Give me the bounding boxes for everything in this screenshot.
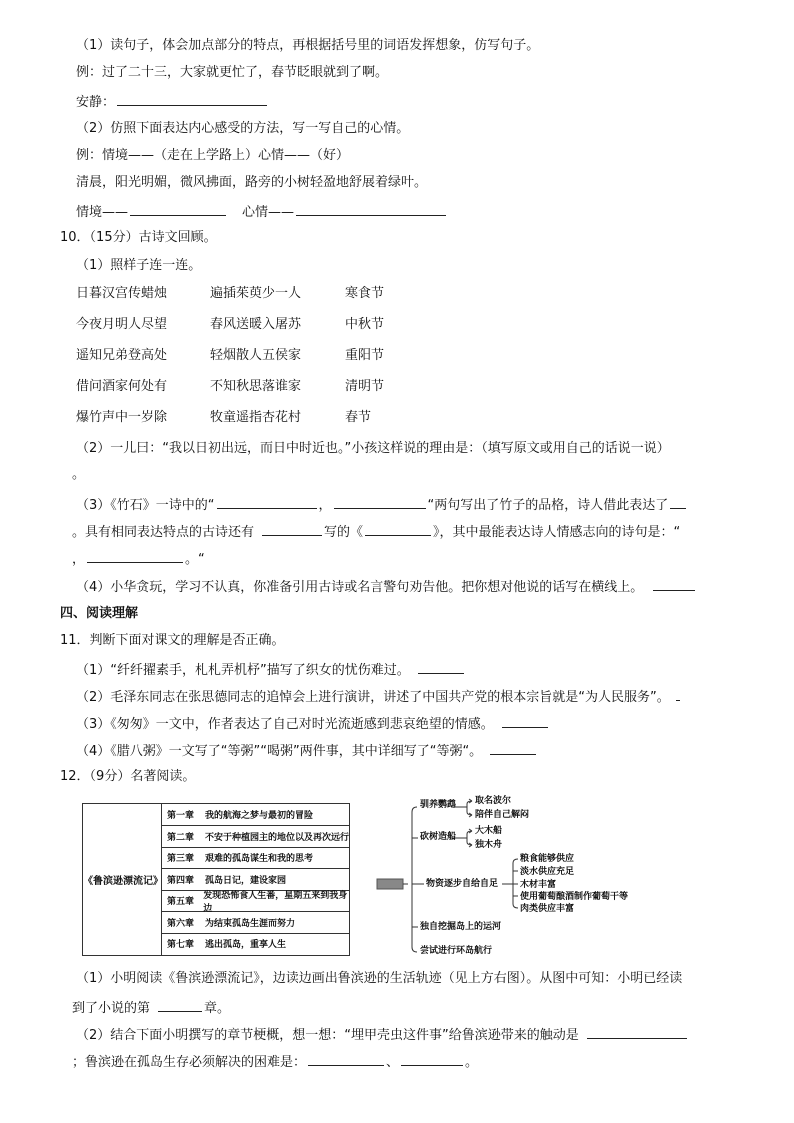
answer-blank[interactable] <box>502 714 548 728</box>
text: （3）《竹石》一诗中的“ <box>76 498 215 513</box>
q9-qingjing-line <box>76 202 448 222</box>
text: 。具有相同表达特点的古诗还有 <box>72 525 255 540</box>
chapter-no: 第五章 <box>167 897 195 907</box>
poem-line[interactable]: 爆竹声中一岁除 <box>76 410 168 425</box>
q11-item <box>76 687 682 707</box>
answer-blank[interactable] <box>262 522 322 536</box>
chapter-no: 第三章 <box>167 854 195 864</box>
q12-item-1: （1）小明阅读《鲁滨逊漂流记》，边读边画出鲁滨逊的生活轨迹（见上方右图）。从图中可知：小明已经读 <box>76 971 683 986</box>
mindmap-node: 砍树造船 <box>420 832 457 842</box>
poem-line[interactable]: 今夜月明人尽望 <box>76 317 168 332</box>
poem-line[interactable]: 借问酒家何处有 <box>76 379 168 394</box>
answer-blank[interactable] <box>217 495 317 509</box>
q12-item-1b <box>72 998 230 1018</box>
festival[interactable]: 中秋节 <box>345 317 385 332</box>
answer-blank[interactable] <box>334 495 426 509</box>
mindmap-leaf: 陪伴自己解闷 <box>475 810 530 820</box>
text: （2）结合下面小明撰写的章节梗概，想一想：“埋甲壳虫这件事”给鲁滨逊带来的触动是 <box>76 1028 579 1043</box>
chapter-title: 艰难的孤岛谋生和我的思考 <box>205 854 314 864</box>
text: （1）“纤纤擢素手，札札弄机杼”描写了织女的忧伤难过。 <box>76 663 410 678</box>
mindmap-root-box <box>377 879 403 889</box>
answer-blank[interactable] <box>653 577 695 591</box>
q12-item-2 <box>76 1025 689 1045</box>
text: 章。 <box>204 1001 231 1016</box>
q9-item-1: （1）读句子，体会加点部分的特点，再根据括号里的词语发挥想象，仿写句子。 <box>76 38 540 53</box>
section-heading: 四、阅读理解 <box>60 606 139 621</box>
mindmap-leaf: 淡水供应充足 <box>520 867 575 877</box>
q11-item <box>76 660 466 680</box>
mindmap-node: 尝试进行环岛航行 <box>420 946 493 956</box>
chapter-no: 第二章 <box>167 832 195 843</box>
mindmap-leaf: 肉类供应丰富 <box>520 904 575 914</box>
mindmap-node: 驯养鹦鹉 <box>420 800 457 810</box>
q10-item-2: （2）一儿曰：“我以日初出远，而日中时近也。”小孩这样说的理由是：（填写原文或用自己的话说一说） <box>76 441 670 456</box>
q10-item-1: （1）照样子连一连。 <box>76 258 202 273</box>
answer-blank[interactable] <box>401 1052 463 1066</box>
q10-item-4 <box>76 577 697 597</box>
poem-line[interactable]: 日暮汉宫传蜡烛 <box>76 286 168 301</box>
table-row <box>161 912 349 934</box>
mindmap-leaf: 粮食能够供应 <box>520 854 575 864</box>
answer-blank[interactable] <box>676 687 680 701</box>
table-row <box>161 826 349 848</box>
mindmap-leaf: 取名波尔 <box>475 796 512 806</box>
text: （4）《腊八粥》一文写了“等粥”“喝粥”两件事，其中详细写了“等粥“。 <box>76 744 483 759</box>
poem-line[interactable]: 遥知兄弟登高处 <box>76 348 168 363</box>
chapter-no: 第一章 <box>167 811 195 821</box>
text: ；鲁滨逊在孤岛生存必须解决的困难是： <box>72 1055 307 1070</box>
poem-line[interactable]: 牧童遥指杏花村 <box>210 410 302 425</box>
chapter-title: 我的航海之梦与最初的冒险 <box>205 811 314 821</box>
chapter-no: 第六章 <box>167 918 195 929</box>
mindmap-leaf: 木材丰富 <box>520 880 557 890</box>
q9-example-2: 例：情境——（走在上学路上）心情——（好） <box>76 148 350 163</box>
answer-blank[interactable] <box>490 741 536 755</box>
answer-blank[interactable] <box>87 549 183 563</box>
q12-title: 12．（9分）名著阅读。 <box>60 769 196 784</box>
festival[interactable]: 寒食节 <box>345 286 385 301</box>
chapter-no: 第四章 <box>167 875 195 886</box>
answer-blank[interactable] <box>296 202 446 216</box>
mindmap-leaf: 使用葡萄酿酒制作葡萄干等 <box>520 892 629 902</box>
text: 写的《 <box>324 525 364 540</box>
q12-item-2b <box>72 1052 478 1072</box>
book-title: 《鲁滨逊漂流记》 <box>83 804 162 955</box>
q9-example-1: 例：过了二十三，大家就更忙了，春节眨眼就到了啊。 <box>76 65 389 80</box>
poem-line[interactable]: 春风送暖入屠苏 <box>210 317 302 332</box>
xinqing-label: 心情—— <box>242 205 295 220</box>
answer-blank[interactable] <box>365 522 431 536</box>
mindmap-leaf: 大木船 <box>475 826 503 836</box>
festival[interactable]: 春节 <box>345 410 372 425</box>
mindmap-node: 独自挖掘岛上的运河 <box>420 922 502 932</box>
text: 。 <box>465 1055 479 1070</box>
poem-line[interactable]: 遍插茱萸少一人 <box>210 286 302 301</box>
table-row <box>161 890 349 912</box>
q10-title: 10．（15分）古诗文回顾。 <box>60 230 217 245</box>
text: ， <box>318 498 332 513</box>
poem-line[interactable]: 轻烟散人五侯家 <box>210 348 302 363</box>
poem-line[interactable]: 不知秋思落谁家 <box>210 379 302 394</box>
chapter-title: 不安于种植园主的地位以及再次远行 <box>205 832 350 843</box>
answer-blank[interactable] <box>158 998 202 1012</box>
answer-blank[interactable] <box>117 92 267 106</box>
q11-item <box>76 714 550 734</box>
q11-title: 11．判断下面对课文的理解是否正确。 <box>60 633 285 648</box>
chapter-title: 逃出孤岛，重享人生 <box>205 940 287 950</box>
q9-example-2b: 清晨，阳光明媚，微风拂面，路旁的小树轻盈地舒展着绿叶。 <box>76 175 428 190</box>
festival[interactable]: 重阳节 <box>345 348 385 363</box>
q10-item-2-end: 。 <box>72 467 86 482</box>
q10-item-3b <box>72 522 680 542</box>
q10-item-3 <box>76 495 688 515</box>
text: （2）毛泽东同志在张思德同志的追悼会上进行演讲，讲述了中国共产党的根本宗旨就是“为人民服务”。 <box>76 690 670 705</box>
table-row <box>161 933 349 954</box>
chapter-no: 第七章 <box>167 940 195 950</box>
chapter-title: 为结束孤岛生涯而努力 <box>205 918 296 929</box>
festival[interactable]: 清明节 <box>345 379 385 394</box>
anjing-label: 安静： <box>76 95 116 110</box>
q9-item-2: （2）仿照下面表达内心感受的方法，写一写自己的心情。 <box>76 121 410 136</box>
answer-blank[interactable] <box>308 1052 384 1066</box>
mindmap-node: 物资逐步自给自足 <box>426 879 499 889</box>
mindmap-leaf: 独木舟 <box>475 840 503 850</box>
table-row <box>161 804 349 826</box>
table-row <box>161 847 349 869</box>
chapter-title: 发现恐怖食人生番，星期五来到我身边 <box>203 890 348 914</box>
text: “两句写出了竹子的品格，诗人借此表达了 <box>427 498 669 513</box>
text: 到了小说的第 <box>72 1001 151 1016</box>
q10-item-3c <box>72 549 205 569</box>
qingjing-label: 情境—— <box>76 205 129 220</box>
answer-blank[interactable] <box>130 202 226 216</box>
text: （4）小华贪玩，学习不认真，你准备引用古诗或名言警句劝告他。把你想对他说的话写在横线上。 <box>76 580 644 595</box>
answer-blank[interactable] <box>670 495 686 509</box>
text: 。“ <box>185 552 205 567</box>
answer-blank[interactable] <box>587 1025 687 1039</box>
q9-anjing-line <box>76 92 269 112</box>
chapter-table <box>82 803 350 956</box>
answer-blank[interactable] <box>418 660 464 674</box>
text: ， <box>72 552 86 567</box>
text: （3）《匆匆》一文中，作者表达了自己对时光流逝感到悲哀绝望的情感。 <box>76 717 494 732</box>
text: 》，其中最能表达诗人情感志向的诗句是：“ <box>433 525 681 540</box>
chapter-title: 孤岛日记，建设家园 <box>205 875 287 886</box>
q11-item <box>76 741 538 761</box>
text: 、 <box>386 1055 400 1070</box>
